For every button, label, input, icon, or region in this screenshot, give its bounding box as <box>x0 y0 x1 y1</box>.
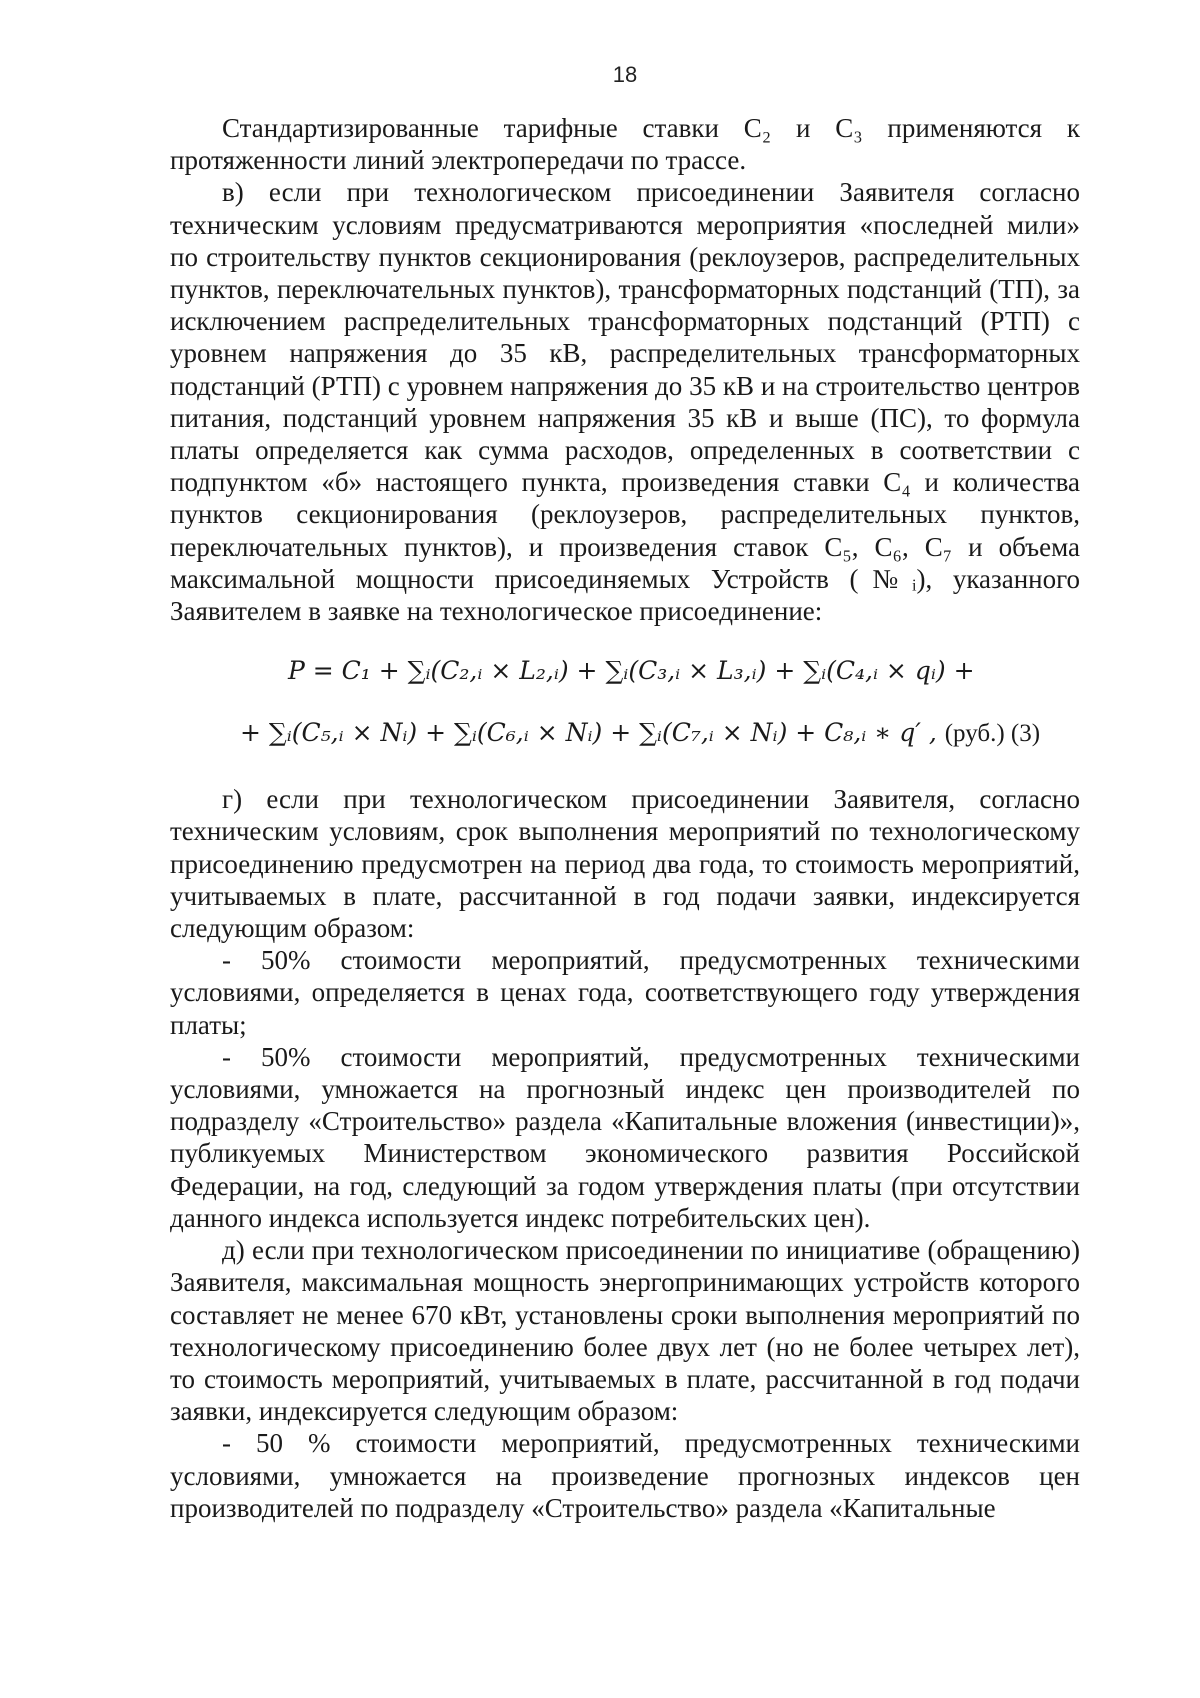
bullet-50-percent-3: - 50 % стоимости мероприятий, предусмотренных техническими условиями, умножается на произведение прогнозных индексов цен производителей по подразделу «Строительство» раздела «Капитальные <box>170 1428 1080 1523</box>
paragraph-g: г) если при технологическом присоединении Заявителя, согласно техническим условиям, срок выполнения мероприятий по технологическому присоединению предусмотрен на период два года, то стоимость мероприятий, учитываемых в плате, рассчитанной в год подачи заявки, индексируется следующим образом: <box>170 784 1080 944</box>
formula-line-1-text: P = C₁ + ∑ᵢ(C₂,ᵢ × L₂,ᵢ) + ∑ᵢ(C₃,ᵢ × L₃,ᵢ) + ∑ᵢ(C₄,ᵢ × qᵢ) + <box>288 656 975 686</box>
document-body <box>170 112 1080 1524</box>
paragraph-d: д) если при технологическом присоединении по инициативе (обращению) Заявителя, максимальная мощность энергопринимающих устройств которого составляет не менее 670 кВт, установлены сроки выполнения мероприятий по технологическому присоединению более двух лет (но не более четырех лет), то стоимость мероприятий, учитываемых в плате, рассчитанной в год подачи заявки, индексируется следующим образом: <box>170 1235 1080 1427</box>
paragraph-v: в) если при технологическом присоединении Заявителя согласно техническим условиям предусматриваются мероприятия «последней мили» по строительству пунктов секционирования (реклоузеров, распределительных пунктов, переключательных пунктов), трансформаторных подстанций (ТП), за исключением распределительных трансформаторных подстанций (РТП) с уровнем напряжения до 35 кВ, распределительных трансформаторных подстанций (РТП) с уровнем напряжения до 35 кВ и на строительство центров питания, подстанций уровнем напряжения 35 кВ и выше (ПС), то формула платы определяется как сумма расходов, определенных в соответствии с подпунктом «б» настоящего пункта, произведения ставки C₄ и количества пунктов секционирования (реклоузеров, распределительных пунктов, переключательных пунктов), и произведения ставок C₅, C₆, C₇ и объема максимальной мощности присоединяемых Устройств (№ᵢ), указанного Заявителем в заявке на технологическое присоединение: <box>170 177 1080 627</box>
bullet-50-percent-1: - 50% стоимости мероприятий, предусмотренных техническими условиями, определяется в ценах года, соответствующего году утверждения платы; <box>170 945 1080 1040</box>
page-number: 18 <box>612 62 638 87</box>
paragraph-tariff-rates: Стандартизированные тарифные ставки C₂ и C₃ применяются к протяженности линий электропередачи по трассе. <box>170 113 1080 176</box>
spacer <box>170 755 1080 783</box>
bullet-50-percent-2: - 50% стоимости мероприятий, предусмотренных техническими условиями, умножается на прогнозный индекс цен производителей по подразделу «Строительство» раздела «Капитальные вложения (инвестиции)», публикуемых Министерством экономического развития Российской Федерации, на год, следующий за годом утверждения платы (при отсутствии данного индекса используется индекс потребительских цен). <box>170 1041 1080 1233</box>
formula-line-1 <box>170 649 1080 693</box>
formula-number: (руб.) (3) <box>944 720 1041 748</box>
formula-line-2 <box>170 711 1080 755</box>
formula-line-2-text: + ∑ᵢ(C₅,ᵢ × Nᵢ) + ∑ᵢ(C₆,ᵢ × Nᵢ) + ∑ᵢ(C₇,ᵢ × Nᵢ) + C₈,ᵢ ∗ q′ , <box>240 718 937 748</box>
